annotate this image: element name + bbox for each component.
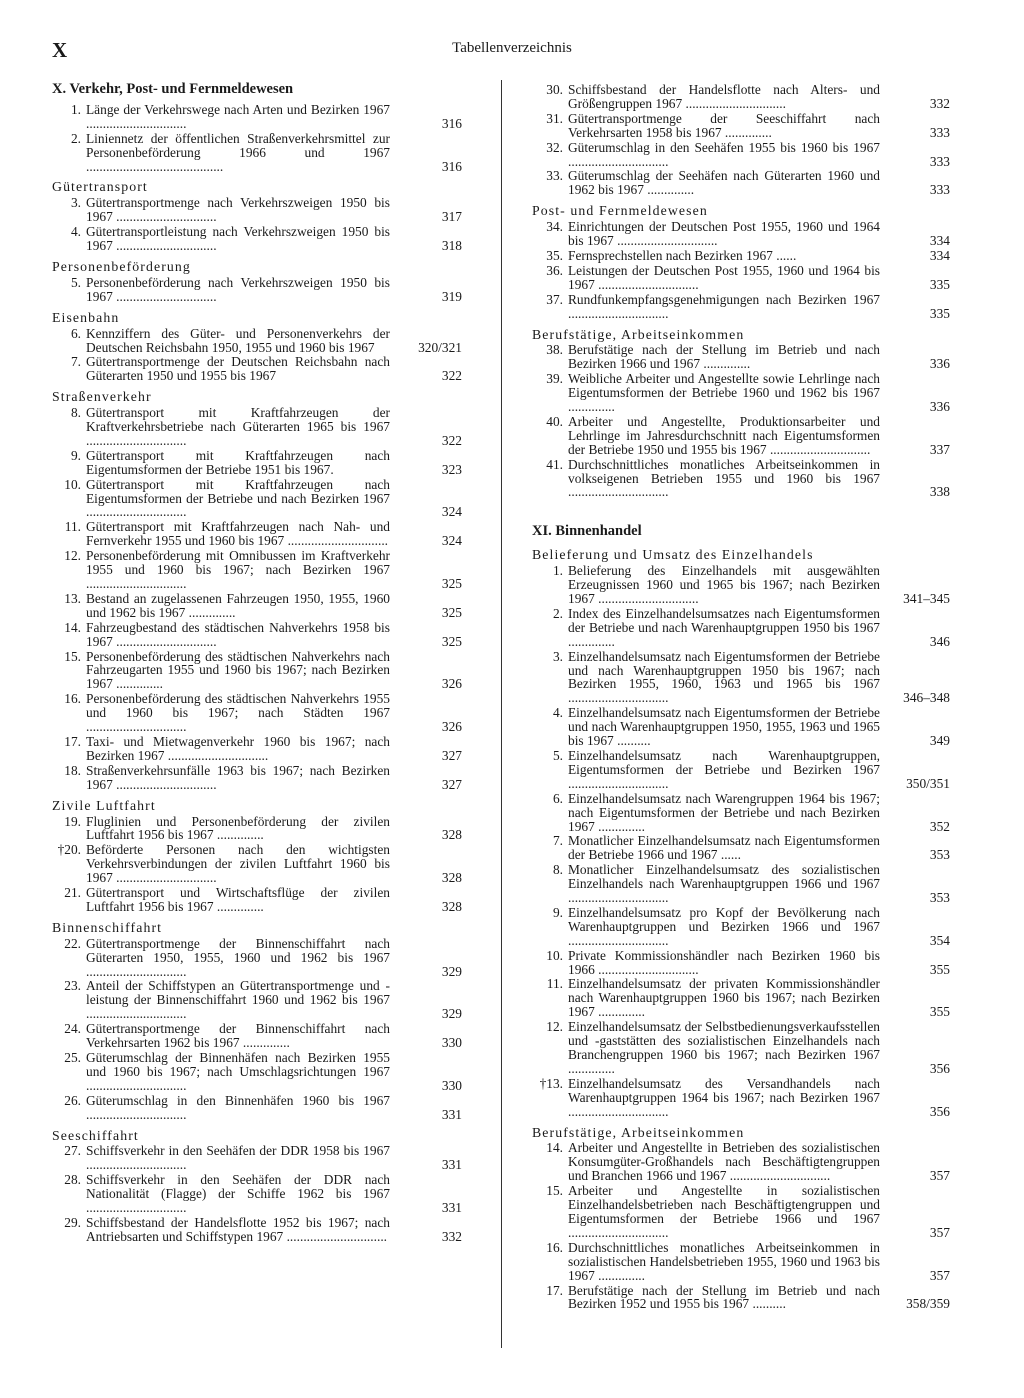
section-heading: Eisenbahn xyxy=(52,309,120,325)
entry-title: Gütertransportmenge nach Verkehrszweigen 1950 bis 1967 .............................. xyxy=(86,195,390,225)
entry-number: 34. xyxy=(546,219,563,235)
entry-title: Gütertransport und Wirtschaftsflüge der zivilen Luftfahrt 1956 bis 1967 .............. xyxy=(86,885,390,914)
entry-title: Durchschnittliches monatliches Arbeitseinkommen in volkseigenen Betrieben 1955 und 1960 bis 1967 .............................. xyxy=(568,456,880,500)
entry-title: Schiffsverkehr in den Seehäfen der DDR nach Nationalität (Flagge) der Schiffe 1962 bis 1967 .............................. xyxy=(86,1172,390,1216)
entry-page: 333 xyxy=(929,153,950,169)
entry-number: 21. xyxy=(64,885,81,901)
entry-number: 32. xyxy=(546,139,563,155)
toc-entry xyxy=(52,764,462,792)
entry-number: 7. xyxy=(70,354,81,370)
entry-number: 36. xyxy=(546,262,563,278)
entry-title: Arbeiter und Angestellte in Betrieben des sozialistischen Konsumgüter-Großhandels nach Beschäftigtengruppen und Branchen 1966 und 1967 .............................. xyxy=(568,1140,880,1184)
entry-title: Durchschnittliches monatliches Arbeitseinkommen in sozialistischen Handelsbetrieben 1955, 1960 und 1963 bis 1967 .............. xyxy=(568,1239,880,1283)
entry-title: Schiffsverkehr in den Seehäfen der DDR 1958 bis 1967 .............................. xyxy=(86,1143,390,1173)
toc-entry xyxy=(52,735,462,763)
entry-title: Gütertransportmenge der Binnenschiffahrt nach Verkehrsarten 1962 bis 1967 .............. xyxy=(86,1021,390,1051)
toc-entry xyxy=(532,372,950,414)
section-heading: Seeschiffahrt xyxy=(52,1127,139,1143)
toc-entry xyxy=(532,458,950,500)
toc-entry xyxy=(52,449,462,477)
entry-title: Gütertransportmenge der Deutschen Reichsbahn nach Güterarten 1950 und 1955 bis 1967 xyxy=(86,354,390,384)
column-divider xyxy=(501,80,502,1348)
entry-title: Güterumschlag der Binnenhäfen nach Bezirken 1955 und 1960 bis 1967; nach Umschlagsrichtungen 1967 .............................. xyxy=(86,1050,390,1093)
toc-entry xyxy=(532,564,950,606)
entry-number: 9. xyxy=(552,904,563,920)
entry-title: Personenbeförderung des städtischen Nahverkehrs nach Fahrzeugarten 1955 und 1960 bis 1967; nach Bezirken 1967 .............. xyxy=(86,648,390,692)
entry-title: Private Kommissionshändler nach Bezirken 1960 bis 1966 .............................. xyxy=(568,947,880,977)
right-column xyxy=(532,83,950,1312)
entry-page: 357 xyxy=(929,1267,950,1283)
entry-number: 25. xyxy=(64,1050,81,1065)
entry-number: 2. xyxy=(70,130,81,146)
section-heading: Belieferung und Umsatz des Einzelhandels xyxy=(532,547,814,563)
entry-title: Einrichtungen der Deutschen Post 1955, 1960 und 1964 bis 1967 .............................. xyxy=(568,219,880,249)
toc-entry xyxy=(52,886,462,914)
section-heading: Berufstätige, Arbeitseinkommen xyxy=(532,1124,745,1140)
entry-page: 336 xyxy=(929,399,950,415)
entry-page: 333 xyxy=(929,124,950,140)
entry-number: 41. xyxy=(546,456,563,472)
entry-page: 350/351 xyxy=(906,775,950,791)
entry-page: 335 xyxy=(929,276,950,292)
entry-title: Index des Einzelhandelsumsatzes nach Eigentumsformen der Betriebe und nach Warenhauptgruppen 1950 bis 1967 .............. xyxy=(568,605,880,649)
entry-number: 10. xyxy=(64,476,81,492)
entry-number: 12. xyxy=(64,548,81,564)
entry-title: Gütertransport mit Kraftfahrzeugen der Kraftverkehrsbetriebe nach Güterarten 1965 bis 1967 .............................. xyxy=(86,405,390,448)
page-number: X xyxy=(52,38,69,62)
section-heading: Post- und Fernmeldewesen xyxy=(532,203,708,219)
toc-entry xyxy=(52,979,462,1021)
entry-page: 338 xyxy=(929,484,950,500)
entry-title: Personenbeförderung mit Omnibussen im Kraftverkehr 1955 und 1960 bis 1967; nach Bezirken 1967 .............................. xyxy=(86,548,390,591)
entry-number: 39. xyxy=(546,371,563,387)
toc-entry xyxy=(532,264,950,292)
toc-entry xyxy=(52,196,462,224)
entry-number: 3. xyxy=(70,195,81,211)
entry-number: 18. xyxy=(64,762,81,778)
entry-number: 24. xyxy=(64,1021,81,1037)
entry-number: 4. xyxy=(552,705,563,721)
toc-entry xyxy=(52,592,462,620)
toc-entry xyxy=(52,103,462,131)
toc-entry xyxy=(52,1216,462,1244)
entry-number: 8. xyxy=(70,405,81,421)
entry-title: Beförderte Personen nach den wichtigsten Verkehrsverbindungen der zivilen Luftfahrt 1960 bis 1967 .............................. xyxy=(86,842,390,886)
entry-page: 334 xyxy=(929,233,950,249)
toc-entry xyxy=(52,132,462,174)
entry-number: 26. xyxy=(64,1092,81,1108)
toc-entry xyxy=(532,249,950,263)
entry-title: Taxi- und Mietwagenverkehr 1960 bis 1967; nach Bezirken 1967 .............................. xyxy=(86,733,390,763)
entry-title: Gütertransportleistung nach Verkehrszweigen 1950 bis 1967 .............................. xyxy=(86,224,390,254)
toc-entry xyxy=(52,1022,462,1050)
entry-title: Arbeiter und Angestellte, Produktionsarbeiter und Lehrlinge im Jahresdurchschnitt nach Eigentumsformen der Betriebe 1950 und 1955 bis 1967 .............................. xyxy=(568,413,880,457)
entry-number: 9. xyxy=(70,447,81,463)
entry-number: 23. xyxy=(64,978,81,994)
entry-number: 27. xyxy=(64,1143,81,1159)
entry-number: 15. xyxy=(546,1183,563,1199)
toc-entry xyxy=(52,1144,462,1172)
toc-entry xyxy=(52,1094,462,1122)
entry-title: Monatlicher Einzelhandelsumsatz des sozialistischen Einzelhandels nach Warenhauptgruppen 1966 und 1967 .............................. xyxy=(568,862,880,906)
entry-number: 17. xyxy=(64,733,81,749)
right-sections xyxy=(532,83,950,499)
entry-number: 30. xyxy=(546,82,563,97)
entry-page: 322 xyxy=(441,432,462,448)
entry-title: Einzelhandelsumsatz des Versandhandels nach Warenhauptgruppen 1964 bis 1967; nach Bezirken 1967 .............................. xyxy=(568,1075,880,1119)
entry-page: 357 xyxy=(929,1168,950,1184)
entry-number: 33. xyxy=(546,168,563,184)
entry-page: 322 xyxy=(441,368,462,384)
entry-number: 7. xyxy=(552,833,563,849)
entry-page: 325 xyxy=(441,633,462,649)
toc-entry xyxy=(532,293,950,321)
toc-entry xyxy=(532,1020,950,1076)
entry-page: 323 xyxy=(441,461,462,477)
entry-page: 355 xyxy=(929,1004,950,1020)
toc-entry xyxy=(532,792,950,834)
toc-entry xyxy=(532,749,950,791)
entry-title: Gütertransportmenge der Seeschiffahrt nach Verkehrsarten 1958 bis 1967 .............. xyxy=(568,110,880,140)
entry-number: 17. xyxy=(546,1282,563,1298)
entry-title: Güterumschlag in den Binnenhäfen 1960 bis 1967 .............................. xyxy=(86,1092,390,1122)
toc-entry xyxy=(52,225,462,253)
entry-number: 14. xyxy=(64,619,81,635)
entry-title: Bestand an zugelassenen Fahrzeugen 1950, 1955, 1960 und 1962 bis 1967 .............. xyxy=(86,590,390,620)
entry-page: 316 xyxy=(441,115,462,131)
chapter-heading: X. Verkehr, Post- und Fernmeldewesen xyxy=(52,81,294,97)
entry-page: 326 xyxy=(441,719,462,735)
entry-page: 324 xyxy=(441,533,462,549)
entry-number: 22. xyxy=(64,935,81,951)
entry-number: 13. xyxy=(64,590,81,606)
entry-title: Schiffsbestand der Handelsflotte nach Alters- und Größengruppen 1967 .............................. xyxy=(568,82,880,111)
entry-page: 352 xyxy=(929,818,950,834)
entry-page: 346–348 xyxy=(903,690,950,706)
running-header: Tabellenverzeichnis xyxy=(452,40,572,56)
entry-page: 327 xyxy=(441,776,462,792)
entry-title: Kennziffern des Güter- und Personenverkehrs der Deutschen Reichsbahn 1950, 1955 und 1960 bis 1967 xyxy=(86,325,390,355)
toc-entry xyxy=(532,863,950,905)
entry-number: 8. xyxy=(552,862,563,878)
entry-title: Schiffsbestand der Handelsflotte 1952 bis 1967; nach Antriebsarten und Schiffstypen 1967 .............................. xyxy=(86,1214,390,1244)
entry-page: 329 xyxy=(441,1006,462,1022)
entry-page: 356 xyxy=(929,1103,950,1119)
entry-title: Fahrzeugbestand des städtischen Nahverkehrs 1958 bis 1967 .............................. xyxy=(86,619,390,649)
toc-entry xyxy=(532,83,950,111)
toc-entry xyxy=(52,406,462,448)
entry-page: 328 xyxy=(441,827,462,843)
entry-page: 331 xyxy=(441,1157,462,1173)
entry-page: 328 xyxy=(441,870,462,886)
toc-entry xyxy=(52,692,462,734)
toc-entry xyxy=(532,141,950,169)
entry-number: 40. xyxy=(546,413,563,429)
entry-page: 326 xyxy=(441,676,462,692)
toc-entry xyxy=(532,1284,950,1312)
section-heading: Zivile Luftfahrt xyxy=(52,797,156,813)
toc-entry xyxy=(532,977,950,1019)
left-sections xyxy=(52,103,462,1244)
entry-title: Personenbeförderung des städtischen Nahverkehrs 1955 und 1960 bis 1967; nach Städten 1967 .............................. xyxy=(86,691,390,735)
entry-title: Einzelhandelsumsatz nach Warenhauptgruppen, Eigentumsformen der Betriebe und Bezirken 1967 .............................. xyxy=(568,747,880,791)
toc-entry xyxy=(52,650,462,692)
entry-page: 349 xyxy=(929,733,950,749)
toc-entry xyxy=(532,834,950,862)
toc-entry xyxy=(52,520,462,548)
entry-page: 356 xyxy=(929,1060,950,1076)
entry-title: Einzelhandelsumsatz der privaten Kommissionshändler nach Warenhauptgruppen 1960 bis 1967; nach Bezirken 1967 .............. xyxy=(568,976,880,1020)
entry-page: 355 xyxy=(929,961,950,977)
toc-entry xyxy=(532,415,950,457)
entry-title: Güterumschlag in den Seehäfen 1955 bis 1960 bis 1967 .............................. xyxy=(568,139,880,169)
entry-number: 11. xyxy=(546,976,563,992)
toc-entry xyxy=(532,220,950,248)
toc-entry xyxy=(532,949,950,977)
toc-entry xyxy=(532,169,950,197)
entry-title: Güterumschlag der Seehäfen nach Güterarten 1960 und 1962 bis 1967 .............. xyxy=(568,168,880,198)
entry-page: 325 xyxy=(441,576,462,591)
section-heading: Berufstätige, Arbeitseinkommen xyxy=(532,326,745,342)
entry-page: 330 xyxy=(441,1035,462,1051)
toc-entry xyxy=(52,815,462,843)
entry-page: 341–345 xyxy=(903,591,950,606)
entry-page: 353 xyxy=(929,890,950,906)
entry-title: Gütertransportmenge der Binnenschiffahrt nach Güterarten 1950, 1955, 1960 und 1962 bis 1967 .............................. xyxy=(86,935,390,979)
entry-title: Gütertransport mit Kraftfahrzeugen nach Eigentumsformen der Betriebe und nach Bezirken 1967 .............................. xyxy=(86,476,390,520)
entry-number: 15. xyxy=(64,648,81,664)
entry-number: 10. xyxy=(546,947,563,963)
entry-number: 1. xyxy=(552,563,563,579)
entry-page: 316 xyxy=(441,158,462,174)
section-heading: Straßenverkehr xyxy=(52,389,152,405)
entry-number: 28. xyxy=(64,1172,81,1188)
toc-entry xyxy=(532,706,950,748)
left-column xyxy=(52,83,462,1245)
right-sections-2 xyxy=(532,548,950,1311)
entry-page: 331 xyxy=(441,1200,462,1216)
entry-page: 330 xyxy=(441,1077,462,1093)
entry-number: 29. xyxy=(64,1214,81,1230)
entry-number: 14. xyxy=(546,1140,563,1156)
entry-page: 337 xyxy=(929,441,950,457)
entry-number: 16. xyxy=(64,691,81,707)
entry-number: 11. xyxy=(64,519,81,535)
entry-number: 6. xyxy=(552,790,563,806)
entry-page: 335 xyxy=(929,305,950,321)
toc-entry xyxy=(52,478,462,520)
entry-number: 4. xyxy=(70,224,81,240)
entry-page: 328 xyxy=(441,898,462,914)
entry-page: 353 xyxy=(929,847,950,863)
toc-entry xyxy=(532,1141,950,1183)
entry-number: 31. xyxy=(546,110,563,126)
entry-title: Gütertransport mit Kraftfahrzeugen nach Eigentumsformen der Betriebe 1951 bis 1967. xyxy=(86,447,390,477)
toc-entry xyxy=(532,1184,950,1240)
entry-title: Rundfunkempfangsgenehmigungen nach Bezirken 1967 .............................. xyxy=(568,291,880,321)
entry-number: 6. xyxy=(70,325,81,341)
entry-page: 332 xyxy=(929,95,950,111)
toc-entry xyxy=(532,607,950,649)
entry-title: Straßenverkehrsunfälle 1963 bis 1967; nach Bezirken 1967 .............................. xyxy=(86,762,390,792)
entry-number: 1. xyxy=(70,101,81,117)
entry-number: 16. xyxy=(546,1239,563,1255)
entry-title: Einzelhandelsumsatz nach Warengruppen 1964 bis 1967; nach Eigentumsformen der Betriebe und nach Bezirken 1967 .............. xyxy=(568,790,880,834)
entry-page: 333 xyxy=(929,182,950,198)
entry-title: Einzelhandelsumsatz pro Kopf der Bevölkerung nach Warenhauptgruppen und Bezirken 1966 und 1967 .............................. xyxy=(568,904,880,948)
entry-number: 19. xyxy=(64,813,81,829)
entry-title: Anteil der Schiffstypen an Gütertransportmenge und -leistung der Binnenschiffahrt 1960 und 1962 bis 1967 .............................. xyxy=(86,978,390,1022)
entry-number: 5. xyxy=(552,747,563,763)
entry-number: 2. xyxy=(552,605,563,621)
entry-title: Fluglinien und Personenbeförderung der zivilen Luftfahrt 1956 bis 1967 .............. xyxy=(86,813,390,843)
entry-page: 354 xyxy=(929,932,950,948)
entry-title: Monatlicher Einzelhandelsumsatz nach Eigentumsformen der Betriebe 1966 und 1967 ...... xyxy=(568,833,880,863)
entry-title: Berufstätige nach der Stellung im Betrieb und nach Bezirken 1952 und 1955 bis 1967 .......... xyxy=(568,1282,880,1312)
toc-entry xyxy=(532,650,950,706)
toc-entry xyxy=(52,276,462,304)
entry-title: Fernsprechstellen nach Bezirken 1967 ...... xyxy=(568,247,797,263)
entry-page: 329 xyxy=(441,963,462,979)
section-heading: Personenbeförderung xyxy=(52,258,191,274)
entry-page: 332 xyxy=(441,1228,462,1244)
entry-page: 336 xyxy=(929,356,950,372)
toc-entry xyxy=(52,843,462,885)
entry-title: Einzelhandelsumsatz nach Eigentumsformen der Betriebe und nach Warenhauptgruppen 1950, 1955, 1963 und 1965 bis 1967 .......... xyxy=(568,705,880,749)
entry-number: 35. xyxy=(546,247,563,263)
entry-page: 331 xyxy=(441,1106,462,1122)
toc-entry xyxy=(532,1241,950,1283)
entry-number: 3. xyxy=(552,648,563,664)
toc-entry xyxy=(532,343,950,371)
toc-entry xyxy=(52,1173,462,1215)
entry-page: 320/321 xyxy=(418,339,462,355)
entry-title: Personenbeförderung nach Verkehrszweigen 1950 bis 1967 .............................. xyxy=(86,274,390,304)
entry-title: Liniennetz der öffentlichen Straßenverkehrsmittel zur Personenbeförderung 1966 und 1967 ......................................... xyxy=(86,130,390,174)
toc-entry xyxy=(532,906,950,948)
entry-number: 5. xyxy=(70,274,81,290)
entry-number: 38. xyxy=(546,342,563,358)
toc-entry xyxy=(532,1077,950,1119)
chapter-heading: XI. Binnenhandel xyxy=(532,523,642,540)
entry-page: 357 xyxy=(929,1224,950,1240)
entry-title: Länge der Verkehrswege nach Arten und Bezirken 1967 .............................. xyxy=(86,101,390,131)
entry-page: 317 xyxy=(441,209,462,225)
entry-page: 318 xyxy=(441,238,462,254)
toc-entry xyxy=(52,621,462,649)
entry-title: Belieferung des Einzelhandels mit ausgewählten Erzeugnissen 1960 und 1965 bis 1967; nach Bezirken 1967 .............................. xyxy=(568,563,880,606)
entry-page: 358/359 xyxy=(906,1296,950,1312)
section-heading: Binnenschiffahrt xyxy=(52,919,163,935)
entry-page: 324 xyxy=(441,504,462,520)
toc-entry xyxy=(52,355,462,383)
entry-title: Berufstätige nach der Stellung im Betrieb und nach Bezirken 1966 und 1967 .............. xyxy=(568,342,880,372)
toc-entry xyxy=(52,937,462,979)
entry-page: 325 xyxy=(441,604,462,620)
toc-entry xyxy=(52,327,462,355)
entry-title: Leistungen der Deutschen Post 1955, 1960 und 1964 bis 1967 .............................. xyxy=(568,262,880,292)
entry-number: 12. xyxy=(546,1019,563,1035)
entry-number: †20. xyxy=(57,842,81,858)
entry-title: Einzelhandelsumsatz der Selbstbedienungsverkaufsstellen und -gaststätten des sozialistischen Einzelhandels nach Branchengruppen 1960 bis 1967; nach Bezirken 1967 .............. xyxy=(568,1019,880,1076)
toc-entry xyxy=(52,549,462,591)
toc-entry xyxy=(52,1051,462,1093)
entry-page: 327 xyxy=(441,747,462,763)
section-heading: Gütertransport xyxy=(52,179,148,195)
entry-title: Weibliche Arbeiter und Angestellte sowie Lehrlinge nach Eigentumsformen der Betriebe 1960 und 1962 bis 1967 .............. xyxy=(568,371,880,415)
entry-title: Arbeiter und Angestellte in sozialistischen Einzelhandelsbetrieben nach Beschäftigtengruppen und Eigentumsformen der Betriebe 1966 und 1967 .............................. xyxy=(568,1183,880,1240)
entry-number: 37. xyxy=(546,291,563,307)
entry-page: 334 xyxy=(929,247,950,263)
entry-title: Gütertransport mit Kraftfahrzeugen nach Nah- und Fernverkehr 1955 und 1960 bis 1967 .............................. xyxy=(86,519,390,549)
toc-entry xyxy=(532,112,950,140)
entry-page: 346 xyxy=(929,633,950,649)
entry-title: Einzelhandelsumsatz nach Eigentumsformen der Betriebe und nach Warenhauptgruppen 1950 bis 1967; nach Bezirken 1955, 1960, 1963 und 1965 bis 1967 .............................. xyxy=(568,648,880,706)
entry-page: 319 xyxy=(441,288,462,304)
entry-number: †13. xyxy=(539,1075,563,1091)
